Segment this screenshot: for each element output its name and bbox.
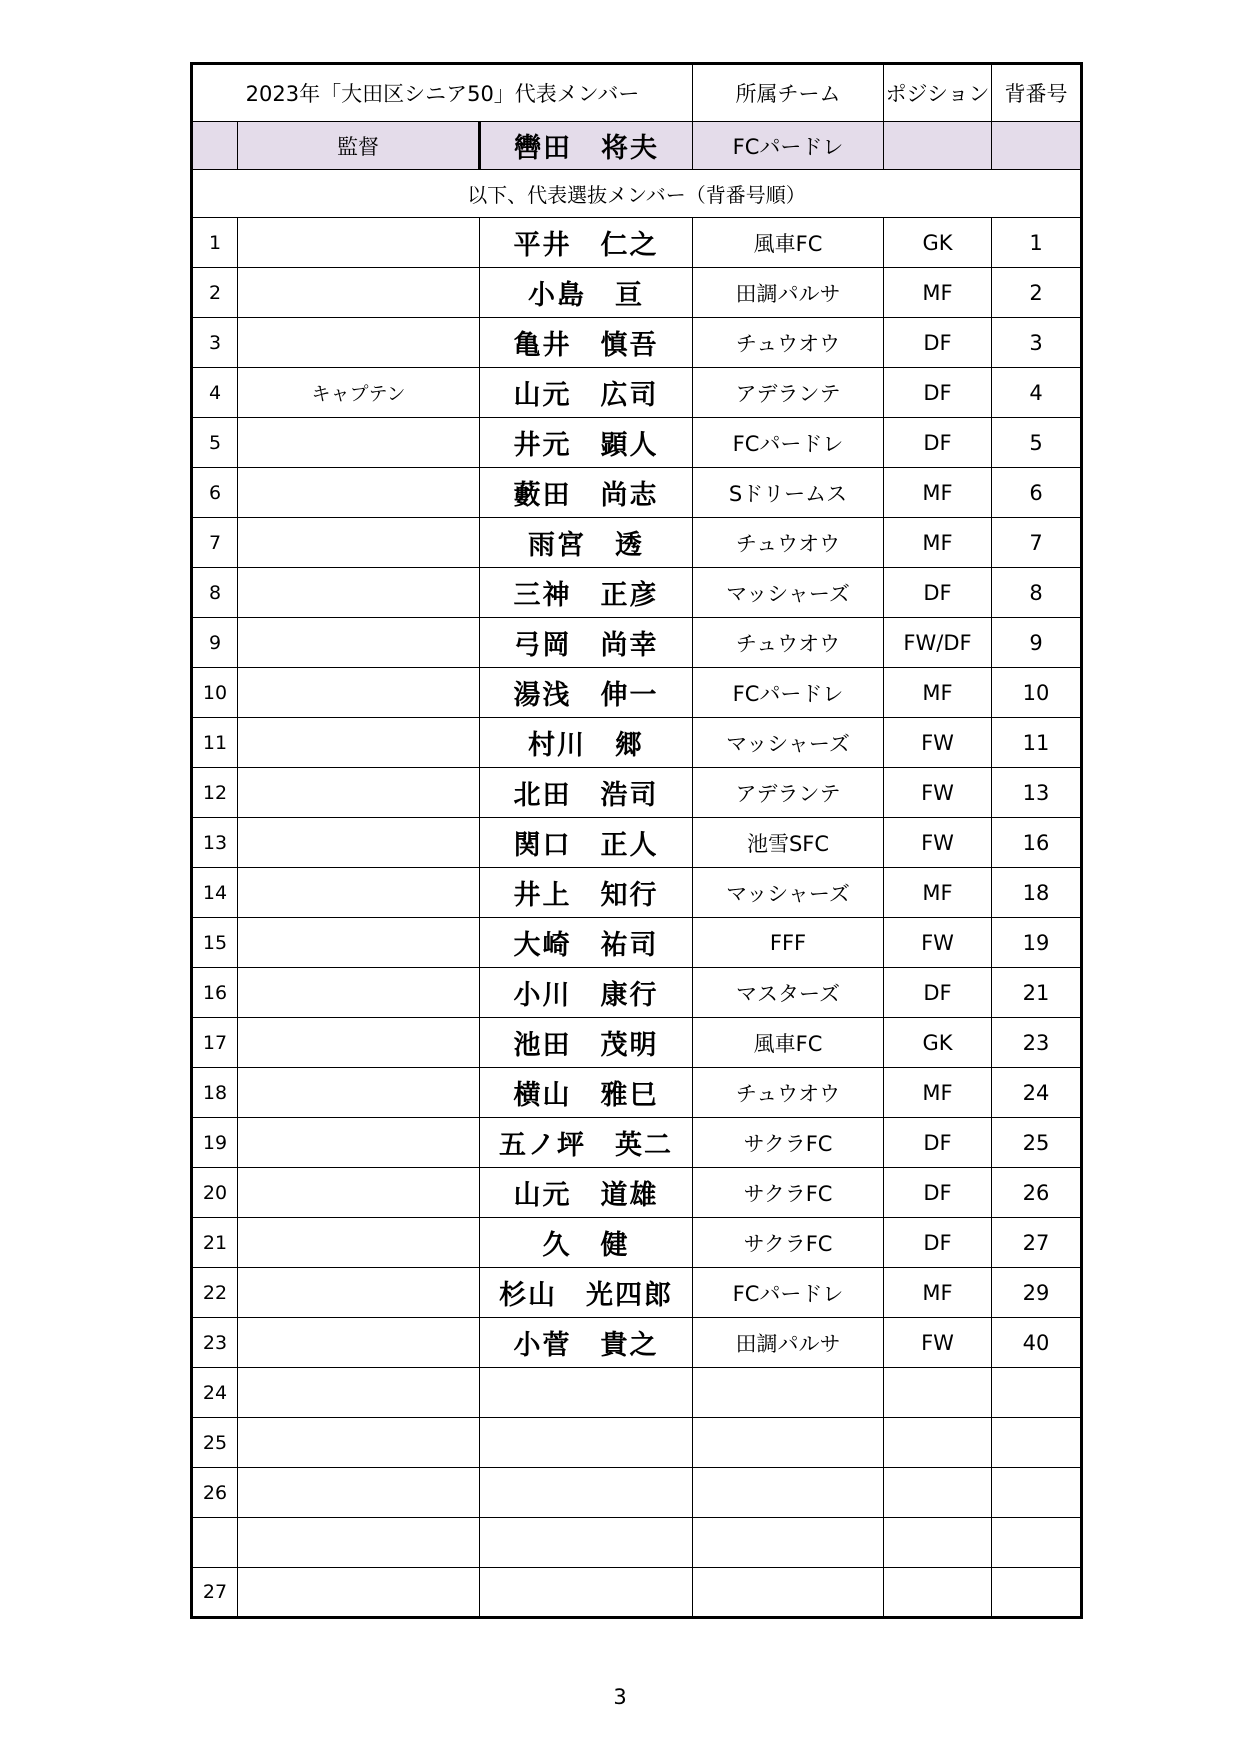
player-row [192,468,1082,518]
player-team: Sドリームス [693,468,884,518]
player-role [238,868,480,918]
player-name [480,1468,693,1518]
position-column-header: ポジション [884,64,992,122]
coach-team: FCパードレ [693,122,884,170]
coach-label: 監督 [238,122,480,170]
player-team [693,1518,884,1568]
player-name: 井元 顕人 [480,418,693,468]
player-role [238,468,480,518]
player-row [192,268,1082,318]
player-role [238,318,480,368]
player-role [238,1468,480,1518]
player-role [238,518,480,568]
player-role [238,768,480,818]
player-jersey-number: 27 [992,1218,1082,1268]
player-row [192,1118,1082,1168]
row-number: 25 [192,1418,238,1468]
player-position: DF [884,1118,992,1168]
player-jersey-number: 6 [992,468,1082,518]
player-position [884,1568,992,1618]
player-role [238,268,480,318]
player-position: DF [884,318,992,368]
player-position: GK [884,218,992,268]
coach-name: 轡田 将夫 [480,122,693,170]
player-name [480,1518,693,1568]
row-number: 27 [192,1568,238,1618]
player-role [238,1318,480,1368]
player-position: FW [884,1318,992,1368]
member-list-subheader: 以下、代表選抜メンバー（背番号順） [192,170,1082,218]
player-name: 湯浅 伸一 [480,668,693,718]
player-jersey-number: 11 [992,718,1082,768]
player-name: 小川 康行 [480,968,693,1018]
player-name: 久 健 [480,1218,693,1268]
player-position: FW [884,718,992,768]
player-role [238,1518,480,1568]
player-team: 田調パルサ [693,1318,884,1368]
player-team: FCパードレ [693,668,884,718]
player-jersey-number: 40 [992,1318,1082,1368]
row-number: 2 [192,268,238,318]
player-name: 藪田 尚志 [480,468,693,518]
page-number: 3 [613,1685,627,1709]
player-jersey-number [992,1368,1082,1418]
coach-row [192,122,1082,170]
player-team: チュウオウ [693,618,884,668]
row-number: 4 [192,368,238,418]
player-team: マッシャーズ [693,568,884,618]
row-number: 14 [192,868,238,918]
player-row [192,1218,1082,1268]
row-number: 16 [192,968,238,1018]
player-role [238,1218,480,1268]
player-position: MF [884,668,992,718]
player-name: 山元 広司 [480,368,693,418]
player-row [192,868,1082,918]
player-name [480,1368,693,1418]
player-row [192,1318,1082,1368]
player-jersey-number [992,1468,1082,1518]
player-row [192,1268,1082,1318]
player-position: DF [884,968,992,1018]
row-number: 7 [192,518,238,568]
player-row [192,668,1082,718]
player-jersey-number: 21 [992,968,1082,1018]
row-number: 9 [192,618,238,668]
row-number: 13 [192,818,238,868]
player-role [238,918,480,968]
player-row [192,618,1082,668]
player-role [238,1418,480,1468]
player-name: 横山 雅巳 [480,1068,693,1118]
player-row [192,768,1082,818]
player-team: チュウオウ [693,518,884,568]
roster-table [190,62,1083,1619]
player-jersey-number: 9 [992,618,1082,668]
player-jersey-number: 1 [992,218,1082,268]
player-team: 池雪SFC [693,818,884,868]
coach-row-blank [192,122,238,170]
row-number: 15 [192,918,238,968]
player-position: MF [884,268,992,318]
row-number: 10 [192,668,238,718]
player-role [238,1268,480,1318]
player-name: 関口 正人 [480,818,693,868]
player-team: マッシャーズ [693,718,884,768]
player-position: DF [884,368,992,418]
row-number: 8 [192,568,238,618]
number-column-header: 背番号 [992,64,1082,122]
player-jersey-number: 29 [992,1268,1082,1318]
player-name: 雨宮 透 [480,518,693,568]
player-team: サクラFC [693,1218,884,1268]
player-jersey-number: 23 [992,1018,1082,1068]
player-team: FCパードレ [693,1268,884,1318]
player-role [238,418,480,468]
player-team [693,1418,884,1468]
player-position: DF [884,418,992,468]
player-row [192,1068,1082,1118]
player-role: キャプテン [238,368,480,418]
player-jersey-number: 8 [992,568,1082,618]
player-name: 三神 正彦 [480,568,693,618]
row-number [192,1518,238,1568]
row-number: 19 [192,1118,238,1168]
player-team [693,1468,884,1518]
player-role [238,618,480,668]
subheader-row [192,170,1082,218]
row-number: 1 [192,218,238,268]
row-number: 3 [192,318,238,368]
player-jersey-number: 13 [992,768,1082,818]
player-team: チュウオウ [693,1068,884,1118]
player-position [884,1518,992,1568]
player-row [192,1418,1082,1468]
player-name: 五ノ坪 英二 [480,1118,693,1168]
player-row [192,918,1082,968]
player-position: GK [884,1018,992,1068]
player-team: マッシャーズ [693,868,884,918]
player-jersey-number: 25 [992,1118,1082,1168]
player-position: DF [884,568,992,618]
player-jersey-number: 4 [992,368,1082,418]
row-number: 12 [192,768,238,818]
player-role [238,1368,480,1418]
player-jersey-number [992,1568,1082,1618]
player-row [192,218,1082,268]
row-number: 11 [192,718,238,768]
row-number: 5 [192,418,238,468]
player-name: 井上 知行 [480,868,693,918]
row-number: 26 [192,1468,238,1518]
player-team [693,1368,884,1418]
player-name: 平井 仁之 [480,218,693,268]
row-number: 21 [192,1218,238,1268]
player-team: 田調パルサ [693,268,884,318]
player-role [238,218,480,268]
player-team [693,1568,884,1618]
player-row [192,968,1082,1018]
player-row [192,718,1082,768]
player-row [192,368,1082,418]
player-row [192,418,1082,468]
player-team: アデランテ [693,368,884,418]
player-team: マスターズ [693,968,884,1018]
player-jersey-number: 7 [992,518,1082,568]
player-position: FW [884,918,992,968]
player-name: 大崎 祐司 [480,918,693,968]
player-jersey-number: 19 [992,918,1082,968]
player-name: 北田 浩司 [480,768,693,818]
player-row [192,1368,1082,1418]
row-number: 23 [192,1318,238,1368]
player-jersey-number: 10 [992,668,1082,718]
player-jersey-number [992,1418,1082,1468]
player-role [238,668,480,718]
player-position: FW [884,768,992,818]
player-position: FW [884,818,992,868]
player-name: 小島 亘 [480,268,693,318]
player-row [192,1168,1082,1218]
player-jersey-number: 5 [992,418,1082,468]
player-position: DF [884,1168,992,1218]
player-jersey-number: 26 [992,1168,1082,1218]
player-row [192,818,1082,868]
coach-position [884,122,992,170]
player-jersey-number: 16 [992,818,1082,868]
header-row [192,64,1082,122]
player-name: 池田 茂明 [480,1018,693,1068]
player-jersey-number: 18 [992,868,1082,918]
row-number: 18 [192,1068,238,1118]
player-name: 弓岡 尚幸 [480,618,693,668]
player-role [238,1018,480,1068]
player-row [192,1468,1082,1518]
player-position: MF [884,868,992,918]
player-name: 杉山 光四郎 [480,1268,693,1318]
player-position: MF [884,518,992,568]
player-name [480,1568,693,1618]
player-team: 風車FC [693,1018,884,1068]
player-position: MF [884,468,992,518]
player-role [238,568,480,618]
player-row [192,1018,1082,1068]
row-number: 6 [192,468,238,518]
player-row [192,1518,1082,1568]
player-team: チュウオウ [693,318,884,368]
row-number: 20 [192,1168,238,1218]
player-team: FCパードレ [693,418,884,468]
player-name: 小菅 貴之 [480,1318,693,1368]
player-row [192,568,1082,618]
player-position: MF [884,1268,992,1318]
player-jersey-number [992,1518,1082,1568]
player-position [884,1468,992,1518]
coach-number [992,122,1082,170]
player-role [238,1168,480,1218]
row-number: 22 [192,1268,238,1318]
player-row [192,318,1082,368]
player-team: FFF [693,918,884,968]
player-position: DF [884,1218,992,1268]
player-name: 村川 郷 [480,718,693,768]
player-role [238,818,480,868]
player-row [192,1568,1082,1618]
row-number: 17 [192,1018,238,1068]
player-position: FW/DF [884,618,992,668]
player-row [192,518,1082,568]
player-role [238,1068,480,1118]
player-role [238,1118,480,1168]
player-jersey-number: 2 [992,268,1082,318]
player-name: 山元 道雄 [480,1168,693,1218]
player-position: MF [884,1068,992,1118]
player-name: 亀井 慎吾 [480,318,693,368]
player-team: 風車FC [693,218,884,268]
player-team: サクラFC [693,1168,884,1218]
row-number: 24 [192,1368,238,1418]
player-team: アデランテ [693,768,884,818]
player-team: サクラFC [693,1118,884,1168]
player-name [480,1418,693,1468]
player-jersey-number: 3 [992,318,1082,368]
team-column-header: 所属チーム [693,64,884,122]
player-role [238,1568,480,1618]
roster-title: 2023年「大田区シニア50」代表メンバー [192,64,693,122]
player-role [238,968,480,1018]
player-position [884,1368,992,1418]
player-position [884,1418,992,1468]
player-role [238,718,480,768]
player-jersey-number: 24 [992,1068,1082,1118]
